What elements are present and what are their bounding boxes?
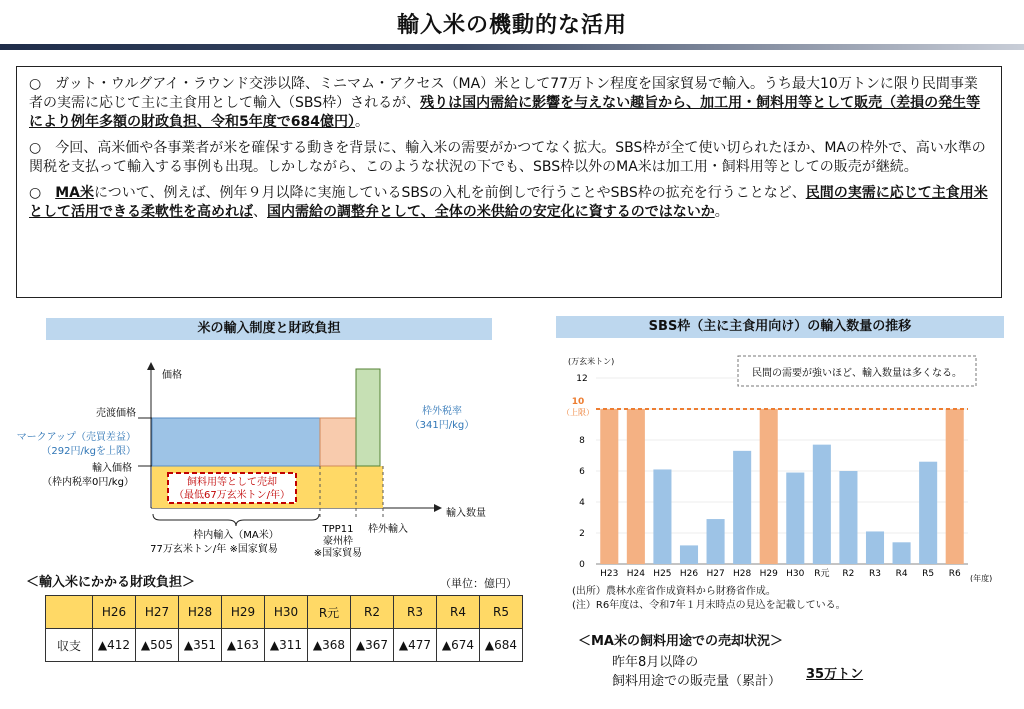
table-value-cell: ▲684 <box>480 629 523 662</box>
chart-bar-H23 <box>600 409 618 564</box>
table-value-cell: ▲368 <box>308 629 351 662</box>
chart-x-tick-label: H27 <box>706 569 725 579</box>
chart-x-tick-label: H29 <box>759 569 778 579</box>
within-quota-label-2: 77万玄米トン/年 ※国家貿易 <box>150 544 278 555</box>
chart-source: (出所）農林水産省作成資料から財務省作成。 <box>572 586 776 597</box>
p3-text: について、例えば、例年９月以降に実施しているSBSの入札を前倒しで行うことやSBS枠の拡充を行うことなど、 <box>94 185 806 201</box>
chart-bar-H28 <box>733 451 751 564</box>
chart-note: (注）R6年度は、令和7年１月末時点の見込を記載している。 <box>572 600 846 611</box>
chart-y-tick-label: 6 <box>579 467 585 477</box>
feed-sales-label <box>612 653 781 691</box>
feed-sales-value: 35万トン <box>806 667 864 682</box>
table-year-cell: R3 <box>394 596 437 629</box>
tpp-block <box>320 418 356 466</box>
chart-x-tick-label: H30 <box>786 569 805 579</box>
chart-x-tick-label: R5 <box>922 569 935 579</box>
feed-sale-label-1: 飼料用等として売却 <box>187 477 277 488</box>
import-price-label-1: 輸入価格 <box>92 463 132 474</box>
chart-source-notes <box>572 585 846 613</box>
feed-sales-label-1: 昨年8月以降の <box>612 655 699 670</box>
chart-bar-H26 <box>680 545 698 564</box>
tpp-label-3: ※国家貿易 <box>313 548 363 559</box>
chart-bar-R3 <box>866 531 884 564</box>
within-quota-brace <box>153 514 319 526</box>
p1-end: 。 <box>354 114 369 130</box>
table-row <box>46 629 523 662</box>
table-year-cell: H27 <box>136 596 179 629</box>
outside-tariff-block <box>356 369 380 466</box>
tpp-label-2: 豪州枠 <box>323 536 353 547</box>
chart-x-tick-label: R元 <box>814 569 830 579</box>
table-year-cell: H28 <box>179 596 222 629</box>
page-title: 輸入米の機動的な活用 <box>396 13 627 38</box>
chart-y-tick-label: 2 <box>579 529 585 539</box>
outside-tariff-label-2: （341円/kg） <box>409 420 475 431</box>
table-value-cell: ▲412 <box>93 629 136 662</box>
table-row-label: 収支 <box>46 629 93 662</box>
p3-end: 。 <box>714 204 729 220</box>
chart-bar-R2 <box>839 471 857 564</box>
chart-bar-R4 <box>893 542 911 564</box>
markup-label-2: （292円/kgを上限） <box>41 446 136 457</box>
chart-x-unit: (年度) <box>970 574 993 582</box>
note-box-text: 民間の需要が強いほど、輸入数量は多くなる。 <box>752 368 962 379</box>
p3-comma: 、 <box>253 204 267 220</box>
title-underline <box>0 44 1024 50</box>
price-axis-label: 価格 <box>162 370 182 381</box>
table-year-cell: H30 <box>265 596 308 629</box>
import-system-diagram <box>0 356 520 566</box>
chart-x-tick-label: H24 <box>626 569 645 579</box>
p3-ma-rice: MA米 <box>55 185 94 201</box>
summary-box <box>16 66 1002 298</box>
table-value-cell: ▲367 <box>351 629 394 662</box>
summary-paragraph-3 <box>29 184 989 222</box>
fiscal-burden-table <box>45 595 523 662</box>
markup-block <box>152 418 320 466</box>
table-value-cell: ▲505 <box>136 629 179 662</box>
chart-x-tick-label: H23 <box>600 569 619 579</box>
feed-sales-label-2: 飼料用途での販売量（累計） <box>612 674 782 689</box>
qty-axis-label: 輸入数量 <box>446 508 486 519</box>
chart-y-tick-label: 0 <box>579 560 585 570</box>
chart-bar-R5 <box>919 462 937 564</box>
table-year-cell: R元 <box>308 596 351 629</box>
p3-bullet: ○ <box>29 185 56 201</box>
table-year-cell: H29 <box>222 596 265 629</box>
chart-x-tick-label: H26 <box>679 569 699 579</box>
table-year-cell: R5 <box>480 596 523 629</box>
sbs-import-chart <box>560 350 1000 582</box>
chart-y-tick-label: 12 <box>576 374 588 384</box>
sbs-chart-header: SBS枠（主に主食用向け）の輸入数量の推移 <box>556 316 1004 338</box>
chart-y-unit: (万玄米トン) <box>568 357 615 366</box>
markup-label-1: マークアップ（売買差益） <box>16 432 136 443</box>
chart-x-tick-label: R2 <box>842 569 855 579</box>
p3-emphasis-2: 国内需給の調整弁として、全体の米供給の安定化に資するのではないか <box>267 204 715 220</box>
chart-y-tick-label: 4 <box>579 498 585 508</box>
chart-y-tick-label: 8 <box>579 436 585 446</box>
outside-tariff-label-1: 枠外税率 <box>422 406 462 417</box>
p1-text: ○ ガット・ウルグアイ・ラウンド交渉以降、ミニマム・アクセス（MA）米として77万トン程度を国家貿易で輸入。うち最大10万トンに限り民間事業者の実需に応じて主に主食用として輸入（SBS枠）されるが、 <box>29 76 978 111</box>
summary-paragraph-2: ○ 今回、高米価や各事業者が米を確保する動きを背景に、輸入米の需要がかつてなく拡大。SBS枠が全て使い切られたほか、MAの枠外で、高い水準の関税を支払って輸入する事例も出現。しかしながら、このような状況の下でも、SBS枠以外のMA米は加工用・飼料用等としての販売が継続。 <box>29 140 986 175</box>
table-value-cell: ▲351 <box>179 629 222 662</box>
outside-import-label: 枠外輸入 <box>368 524 408 535</box>
table-year-cell: R4 <box>437 596 480 629</box>
feed-sale-label-2: （最低67万玄米トン/年） <box>173 490 291 501</box>
fiscal-burden-title: ＜輸入米にかかる財政負担＞ <box>26 575 196 590</box>
limit-label-value: 10 <box>571 397 585 407</box>
tpp-label-1: TPP11 <box>322 524 354 535</box>
sale-price-label: 売渡価格 <box>96 408 136 419</box>
p1-emphasis: 残りは国内需給に影響を与えない趣旨から、加工用・飼料用等として販売（差損の発生等により例年多額の財政負担、令和5年度で684億円） <box>29 95 981 130</box>
table-year-cell: R2 <box>351 596 394 629</box>
table-year-cell: H26 <box>93 596 136 629</box>
feed-sales-title: ＜MA米の飼料用途での売却状況＞ <box>578 634 783 649</box>
within-quota-label-1: 枠内輸入（MA米） <box>193 530 279 541</box>
chart-x-tick-label: H28 <box>733 569 752 579</box>
table-corner-cell <box>46 596 93 629</box>
chart-bar-R6 <box>946 409 964 564</box>
chart-x-tick-label: R4 <box>895 569 908 579</box>
summary-paragraph-1 <box>29 75 989 132</box>
table-value-cell: ▲311 <box>265 629 308 662</box>
table-value-cell: ▲477 <box>394 629 437 662</box>
chart-x-tick-label: R6 <box>948 569 961 579</box>
fiscal-burden-unit: （単位：億円） <box>440 577 517 590</box>
chart-x-tick-label: R3 <box>869 569 881 579</box>
table-value-cell: ▲163 <box>222 629 265 662</box>
import-system-header: 米の輸入制度と財政負担 <box>46 318 492 340</box>
import-price-label-2: （枠内税率0円/kg） <box>42 477 134 488</box>
chart-bar-H27 <box>707 519 725 564</box>
limit-label-text: （上限） <box>562 408 594 417</box>
chart-bar-H24 <box>627 409 645 564</box>
chart-bar-R元 <box>813 445 831 564</box>
chart-x-tick-label: H25 <box>653 569 672 579</box>
chart-bar-H29 <box>760 409 778 564</box>
chart-bar-H25 <box>653 469 671 564</box>
chart-bar-H30 <box>786 473 804 564</box>
table-value-cell: ▲674 <box>437 629 480 662</box>
table-header-row <box>46 596 523 629</box>
p3-emphasis-1: 民間の実需に応じて主食用米として活用できる柔軟性を高めれば <box>29 185 988 220</box>
